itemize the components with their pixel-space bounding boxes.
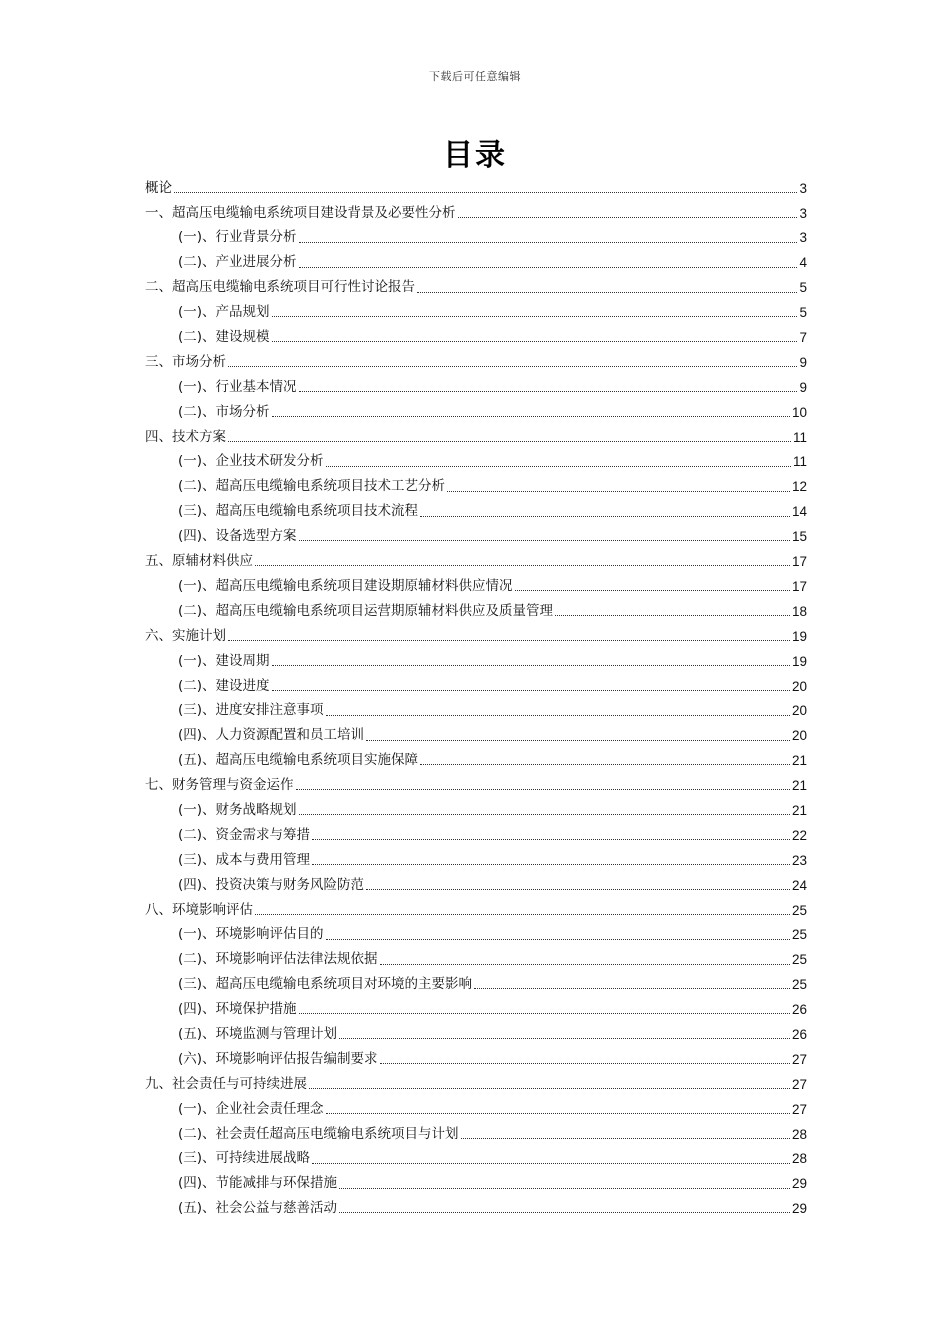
toc-entry-section[interactable] (145, 500, 807, 525)
toc-page-number: 25 (791, 977, 807, 993)
toc-dot-leader (420, 764, 790, 765)
toc-page-number: 26 (791, 1026, 807, 1042)
toc-entry-section[interactable] (145, 848, 807, 873)
toc-entry-section[interactable] (145, 300, 807, 325)
toc-entry-section[interactable] (145, 574, 807, 599)
toc-entry-title: 四、技术方案 (145, 428, 226, 445)
toc-entry-chapter[interactable] (145, 549, 807, 574)
toc-dot-leader (326, 466, 791, 467)
toc-entry-title: (五)、超高压电缆输电系统项目实施保障 (178, 752, 419, 769)
toc-entry-title: 六、实施计划 (145, 627, 226, 644)
toc-dot-leader (515, 590, 790, 591)
toc-dot-leader (380, 964, 790, 965)
toc-entry-title: (四)、人力资源配置和员工培训 (178, 727, 365, 744)
toc-entry-title: 七、财务管理与资金运作 (145, 777, 294, 794)
toc-entry-title: (一)、产品规划 (178, 304, 270, 321)
toc-dot-leader (417, 292, 797, 293)
table-of-contents (145, 176, 807, 1221)
toc-page-number: 9 (799, 354, 807, 370)
toc-entry-section[interactable] (145, 973, 807, 998)
toc-entry-title: (四)、设备选型方案 (178, 528, 297, 545)
toc-entry-title: (三)、成本与费用管理 (178, 851, 311, 868)
toc-dot-leader (296, 789, 790, 790)
toc-page-number: 29 (791, 1201, 807, 1217)
toc-entry-section[interactable] (145, 325, 807, 350)
page-header-note: 下载后可任意编辑 (429, 70, 521, 83)
toc-entry-title: (一)、行业基本情况 (178, 378, 297, 395)
toc-entry-section[interactable] (145, 1097, 807, 1122)
toc-dot-leader (326, 715, 790, 716)
toc-dot-leader (312, 839, 790, 840)
toc-entry-title: 八、环境影响评估 (145, 901, 253, 918)
toc-entry-title: (二)、资金需求与筹措 (178, 826, 311, 843)
toc-entry-title: (一)、行业背景分析 (178, 229, 297, 246)
toc-entry-chapter[interactable] (145, 624, 807, 649)
toc-entry-section[interactable] (145, 1122, 807, 1147)
toc-entry-title: (四)、环境保护措施 (178, 1001, 297, 1018)
toc-dot-leader (366, 889, 790, 890)
toc-entry-title: (五)、环境监测与管理计划 (178, 1025, 338, 1042)
toc-page-number: 15 (791, 529, 807, 545)
toc-entry-title: (五)、社会公益与慈善活动 (178, 1200, 338, 1217)
toc-dot-leader (326, 939, 790, 940)
toc-page-number: 25 (791, 927, 807, 943)
toc-entry-section[interactable] (145, 923, 807, 948)
toc-page-number: 11 (792, 454, 807, 470)
toc-page-number: 29 (791, 1176, 807, 1192)
toc-entry-section[interactable] (145, 1172, 807, 1197)
toc-dot-leader (380, 1063, 790, 1064)
toc-entry-section[interactable] (145, 798, 807, 823)
toc-entry-title: 一、超高压电缆输电系统项目建设背景及必要性分析 (145, 204, 456, 221)
toc-entry-section[interactable] (145, 724, 807, 749)
toc-entry-section[interactable] (145, 674, 807, 699)
toc-page-number: 25 (791, 952, 807, 968)
toc-entry-title: (一)、超高压电缆输电系统项目建设期原辅材料供应情况 (178, 577, 513, 594)
toc-entry-chapter[interactable] (145, 201, 807, 226)
toc-entry-chapter[interactable] (145, 773, 807, 798)
toc-entry-title: 概论 (145, 179, 172, 196)
toc-page-number: 23 (791, 852, 807, 868)
toc-dot-leader (255, 914, 790, 915)
toc-page-number: 19 (791, 628, 807, 644)
toc-dot-leader (272, 665, 790, 666)
toc-page-number: 20 (791, 678, 807, 694)
toc-page-number: 12 (791, 479, 807, 495)
toc-entry-title: (二)、超高压电缆输电系统项目运营期原辅材料供应及质量管理 (178, 602, 554, 619)
toc-dot-leader (312, 864, 790, 865)
toc-entry-title: (六)、环境影响评估报告编制要求 (178, 1050, 378, 1067)
toc-dot-leader (339, 1188, 790, 1189)
toc-dot-leader (299, 540, 790, 541)
toc-page-number: 17 (791, 578, 807, 594)
toc-page-number: 18 (791, 603, 807, 619)
toc-entry-section[interactable] (145, 1047, 807, 1072)
toc-dot-leader (272, 690, 790, 691)
toc-entry-chapter[interactable] (145, 898, 807, 923)
toc-page-number: 17 (791, 554, 807, 570)
toc-entry-title: (一)、财务战略规划 (178, 801, 297, 818)
toc-dot-leader (228, 441, 791, 442)
toc-entry-section[interactable] (145, 251, 807, 276)
toc-entry-section[interactable] (145, 1022, 807, 1047)
toc-entry-section[interactable] (145, 823, 807, 848)
toc-entry-section[interactable] (145, 997, 807, 1022)
toc-entry-section[interactable] (145, 524, 807, 549)
toc-dot-leader (299, 1013, 790, 1014)
toc-page-number: 22 (791, 827, 807, 843)
toc-entry-title: (三)、超高压电缆输电系统项目技术流程 (178, 503, 419, 520)
toc-entry-section[interactable] (145, 748, 807, 773)
toc-entry-section[interactable] (145, 1147, 807, 1172)
toc-entry-title: (一)、建设周期 (178, 652, 270, 669)
toc-page-number: 5 (799, 305, 807, 321)
toc-entry-section[interactable] (145, 475, 807, 500)
toc-page-number: 27 (791, 1101, 807, 1117)
toc-entry-title: (三)、进度安排注意事项 (178, 702, 324, 719)
toc-dot-leader (555, 615, 790, 616)
toc-dot-leader (339, 1038, 790, 1039)
toc-entry-section[interactable] (145, 400, 807, 425)
toc-dot-leader (339, 1212, 790, 1213)
toc-dot-leader (272, 316, 798, 317)
toc-page-number: 3 (799, 180, 807, 196)
toc-dot-leader (299, 267, 798, 268)
toc-dot-leader (272, 416, 790, 417)
toc-entry-title: (二)、产业进展分析 (178, 254, 297, 271)
toc-entry-title: (一)、企业技术研发分析 (178, 453, 324, 470)
toc-page-number: 20 (791, 728, 807, 744)
toc-dot-leader (420, 516, 790, 517)
toc-page-number: 11 (792, 429, 807, 445)
toc-page-number: 3 (799, 205, 807, 221)
toc-page-number: 24 (791, 877, 807, 893)
toc-entry-chapter[interactable] (145, 1072, 807, 1097)
toc-page-number: 4 (799, 255, 807, 271)
toc-page-number: 20 (791, 703, 807, 719)
toc-dot-leader (299, 391, 798, 392)
toc-page-number: 14 (791, 504, 807, 520)
toc-dot-leader (299, 814, 790, 815)
toc-dot-leader (326, 1113, 790, 1114)
toc-page-number: 27 (791, 1076, 807, 1092)
toc-entry-chapter[interactable] (145, 176, 807, 201)
toc-dot-leader (255, 565, 790, 566)
toc-entry-title: (二)、建设规模 (178, 329, 270, 346)
toc-entry-title: (二)、市场分析 (178, 403, 270, 420)
toc-page-number: 21 (791, 778, 807, 794)
toc-entry-section[interactable] (145, 1197, 807, 1222)
toc-entry-section[interactable] (145, 649, 807, 674)
toc-entry-section[interactable] (145, 873, 807, 898)
toc-entry-title: (二)、建设进度 (178, 677, 270, 694)
toc-dot-leader (366, 740, 790, 741)
toc-page-number: 3 (799, 230, 807, 246)
toc-page-number: 21 (791, 753, 807, 769)
toc-entry-section[interactable] (145, 375, 807, 400)
toc-entry-title: 五、原辅材料供应 (145, 553, 253, 570)
toc-entry-title: (一)、环境影响评估目的 (178, 926, 324, 943)
toc-entry-title: (二)、社会责任超高压电缆输电系统项目与计划 (178, 1125, 459, 1142)
toc-entry-section[interactable] (145, 699, 807, 724)
toc-entry-title: (三)、超高压电缆输电系统项目对环境的主要影响 (178, 976, 473, 993)
toc-entry-title: 九、社会责任与可持续进展 (145, 1075, 307, 1092)
toc-dot-leader (228, 366, 797, 367)
toc-page-number: 27 (791, 1051, 807, 1067)
toc-entry-title: (三)、可持续进展战略 (178, 1150, 311, 1167)
toc-entry-chapter[interactable] (145, 425, 807, 450)
toc-entry-title: (一)、企业社会责任理念 (178, 1100, 324, 1117)
toc-dot-leader (299, 242, 798, 243)
toc-page-number: 5 (799, 280, 807, 296)
toc-dot-leader (458, 217, 798, 218)
toc-page-number: 10 (791, 404, 807, 420)
toc-dot-leader (228, 640, 790, 641)
toc-entry-title: (二)、超高压电缆输电系统项目技术工艺分析 (178, 478, 446, 495)
toc-page-number: 7 (799, 330, 807, 346)
toc-entry-section[interactable] (145, 450, 807, 475)
toc-page-number: 26 (791, 1002, 807, 1018)
toc-page-number: 21 (791, 802, 807, 818)
toc-dot-leader (312, 1163, 790, 1164)
toc-dot-leader (447, 491, 790, 492)
toc-page-number: 25 (791, 902, 807, 918)
toc-entry-title: (四)、投资决策与财务风险防范 (178, 876, 365, 893)
toc-dot-leader (272, 341, 798, 342)
toc-dot-leader (461, 1138, 790, 1139)
toc-entry-title: (二)、环境影响评估法律法规依据 (178, 951, 378, 968)
toc-page-number: 19 (791, 653, 807, 669)
toc-entry-section[interactable] (145, 599, 807, 624)
toc-entry-title: 三、市场分析 (145, 353, 226, 370)
toc-page-number: 28 (791, 1126, 807, 1142)
toc-page-number: 9 (799, 379, 807, 395)
toc-entry-title: (四)、节能减排与环保措施 (178, 1175, 338, 1192)
toc-entry-section[interactable] (145, 948, 807, 973)
toc-entry-chapter[interactable] (145, 276, 807, 301)
toc-entry-section[interactable] (145, 226, 807, 251)
toc-dot-leader (174, 192, 797, 193)
toc-dot-leader (474, 988, 790, 989)
toc-page-number: 28 (791, 1151, 807, 1167)
toc-entry-title: 二、超高压电缆输电系统项目可行性讨论报告 (145, 279, 415, 296)
toc-entry-chapter[interactable] (145, 350, 807, 375)
document-title: 目录 (443, 138, 507, 173)
toc-dot-leader (309, 1088, 790, 1089)
